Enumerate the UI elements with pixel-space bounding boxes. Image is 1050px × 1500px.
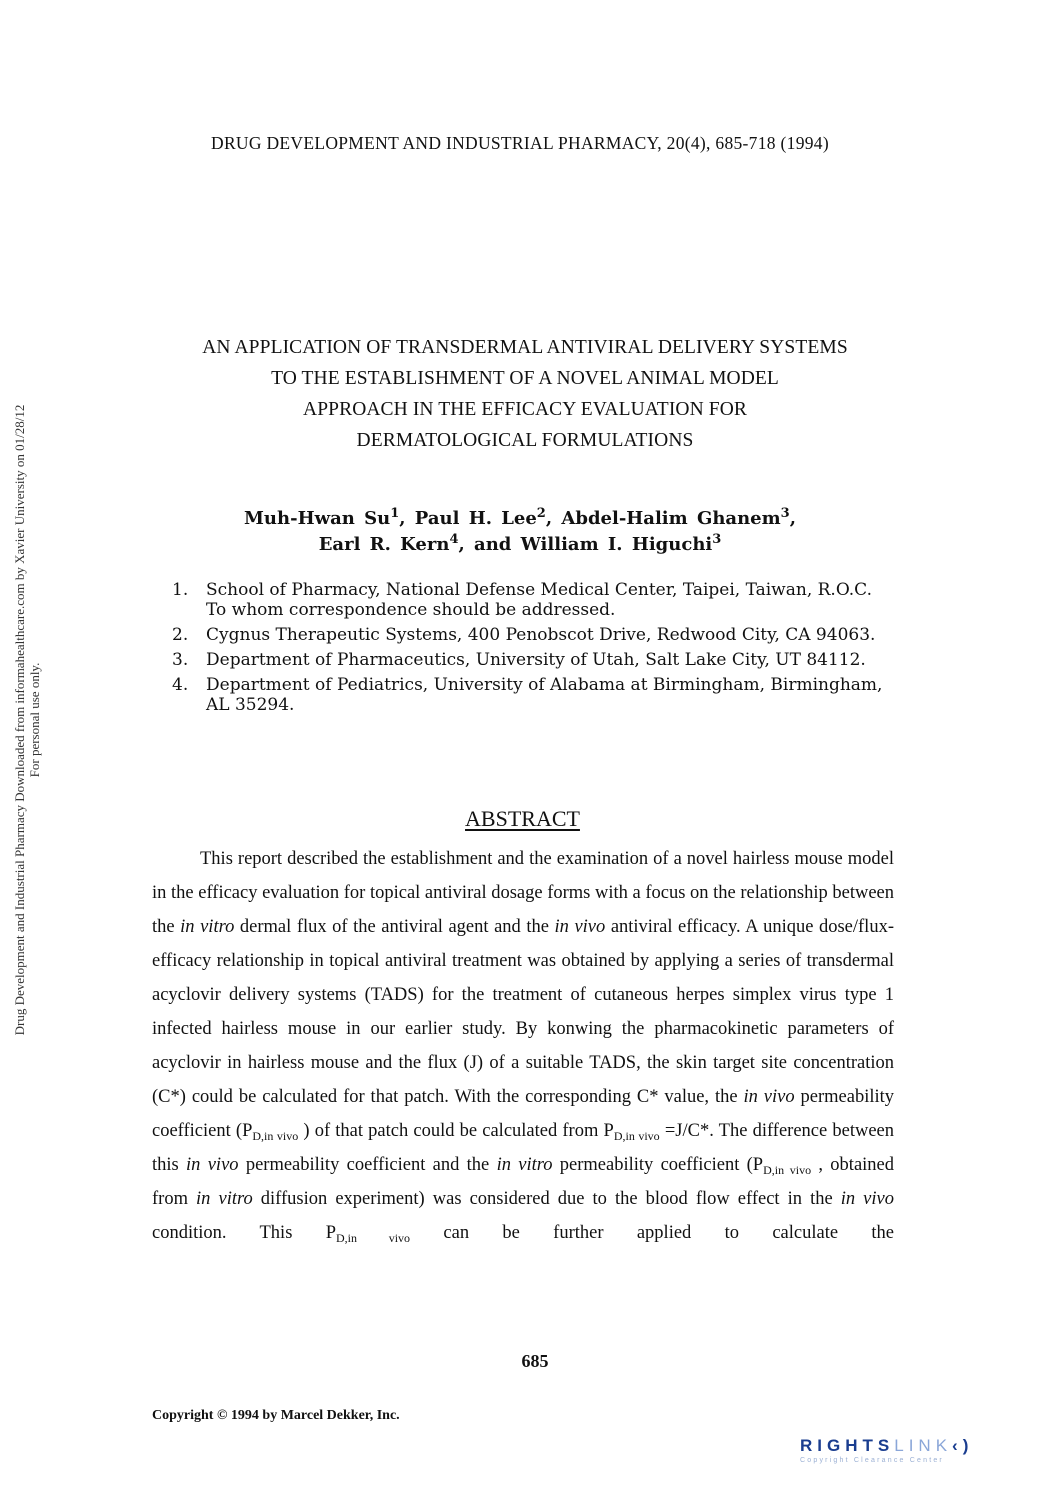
abstract-italic: in vitro xyxy=(196,1189,253,1209)
rightslink-wordmark xyxy=(800,1436,1030,1456)
copyright-notice: Copyright © 1994 by Marcel Dekker, Inc. xyxy=(152,1408,400,1423)
author-conjunction: and xyxy=(474,534,512,555)
affiliation-marker: 3 xyxy=(712,532,722,547)
affiliation-item xyxy=(172,650,892,670)
author-name: Earl R. Kern xyxy=(318,534,450,555)
rightslink-arrow-icon: ‹) xyxy=(952,1436,974,1455)
affiliation-item xyxy=(172,675,892,715)
abstract-text: permeability coefficient (P xyxy=(152,1087,895,1141)
side-note-line-2: For personal use only. xyxy=(27,662,42,778)
abstract-heading: ABSTRACT xyxy=(465,806,580,831)
affiliation-item xyxy=(172,625,892,645)
abstract-text: condition. This P xyxy=(152,1223,337,1243)
affiliation-text: Department of Pharmaceutics, University of Utah, Salt Lake City, UT 84112. xyxy=(206,650,866,670)
abstract-italic: in vivo xyxy=(840,1189,894,1209)
abstract-italic: in vitro xyxy=(180,917,235,937)
abstract-italic: in vivo xyxy=(186,1155,239,1175)
author-line-2: Earl R. Kern$^4$, and William I. Higuchi$^3$ xyxy=(318,532,722,555)
affiliation-marker: 4 xyxy=(449,532,459,547)
abstract-text: permeability coefficient and the xyxy=(238,1155,497,1175)
affiliation-number: 2. xyxy=(172,625,189,645)
abstract-text: , obtained from xyxy=(152,1155,895,1209)
affiliation-number: 1. xyxy=(172,580,189,600)
abstract-text: dermal flux of the antiviral agent and the xyxy=(234,917,555,937)
title-line: AN APPLICATION OF TRANSDERMAL ANTIVIRAL DELIVERY SYSTEMS xyxy=(202,337,848,358)
journal-header: DRUG DEVELOPMENT AND INDUSTRIAL PHARMACY, 20(4), 685-718 (1994) xyxy=(211,133,829,153)
abstract-text: ) of that patch could be calculated from P xyxy=(298,1121,614,1141)
rightslink-bold-text: RIGHTS xyxy=(800,1436,895,1455)
affiliation-list xyxy=(172,580,892,720)
rightslink-logo xyxy=(800,1436,1030,1464)
rightslink-subtitle: Copyright Clearance Center xyxy=(800,1457,944,1464)
author-name: Muh-Hwan Su xyxy=(244,508,391,529)
abstract-text: =J/C*. The difference between this xyxy=(152,1121,894,1175)
author-name: Paul H. Lee xyxy=(414,508,537,529)
abstract-text: permeability coefficient (P xyxy=(552,1155,764,1175)
abstract-italic: in vivo xyxy=(554,917,606,937)
abstract-text: This report described the establishment and the examination of a novel hairless mouse model in the efficacy evaluation for topical antiviral dosage forms with a focus on the relationship between the xyxy=(152,849,894,937)
affiliation-marker: 3 xyxy=(780,506,790,521)
abstract-subscript: D,in vivo xyxy=(252,1129,299,1143)
abstract-text: diffusion experiment) was considered due to the blood flow effect in the xyxy=(252,1189,841,1209)
abstract-italic: in vivo xyxy=(743,1087,795,1107)
rightslink-light-text: LINK xyxy=(894,1436,953,1455)
abstract-italic: in vitro xyxy=(496,1155,553,1175)
abstract-subscript: D,in vivo xyxy=(763,1163,812,1177)
abstract-paragraph xyxy=(152,842,894,1250)
abstract-text: antiviral efficacy. A unique dose/flux-efficacy relationship in topical antiviral treatment was obtained by applying a series of transdermal acyclovir delivery systems (TADS) for the treatment of cutaneous herpes simplex virus type 1 infected hairless mouse in our earlier study. By konwing the pharmacokinetic parameters of acyclovir in hairless mouse and the flux (J) of a suitable TADS, the skin target site concentration (C*) could be calculated for that patch. With the corresponding C* value, the xyxy=(152,917,894,1107)
page-number: 685 xyxy=(521,1351,549,1371)
affiliation-text: Cygnus Therapeutic Systems, 400 Penobscot Drive, Redwood City, CA 94063. xyxy=(206,625,876,645)
download-side-note xyxy=(12,340,52,1100)
affiliation-item xyxy=(172,580,892,620)
paper-title xyxy=(120,332,930,456)
side-note-line-1: Drug Development and Industrial Pharmacy Downloaded from informahealthcare.com by Xavier University on 01/28/12 xyxy=(12,404,27,1036)
title-line: DERMATOLOGICAL FORMULATIONS xyxy=(356,430,694,451)
title-line: APPROACH IN THE EFFICACY EVALUATION FOR xyxy=(303,399,747,420)
title-line: TO THE ESTABLISHMENT OF A NOVEL ANIMAL MODEL xyxy=(271,368,779,389)
author-name: William I. Higuchi xyxy=(520,534,713,555)
affiliation-marker: 2 xyxy=(536,506,546,521)
abstract-subscript: D,in vivo xyxy=(613,1129,660,1143)
author-line-1: Muh-Hwan Su$^1$, Paul H. Lee$^2$, Abdel-Halim Ghanem$^3$, xyxy=(244,506,796,529)
affiliation-number: 4. xyxy=(172,675,189,695)
affiliation-text: Department of Pediatrics, University of Alabama at Birmingham, Birmingham, AL 35294. xyxy=(206,675,883,715)
author-name: Abdel-Halim Ghanem xyxy=(561,508,781,529)
abstract-text: can be further applied to calculate the xyxy=(410,1223,894,1243)
affiliation-number: 3. xyxy=(172,650,189,670)
abstract-body xyxy=(152,842,894,1250)
affiliation-text: School of Pharmacy, National Defense Medical Center, Taipei, Taiwan, R.O.C. To whom correspondence should be addressed. xyxy=(206,580,872,620)
affiliation-marker: 1 xyxy=(390,506,400,521)
author-list xyxy=(120,506,920,558)
abstract-subscript: D,in vivo xyxy=(336,1231,411,1245)
